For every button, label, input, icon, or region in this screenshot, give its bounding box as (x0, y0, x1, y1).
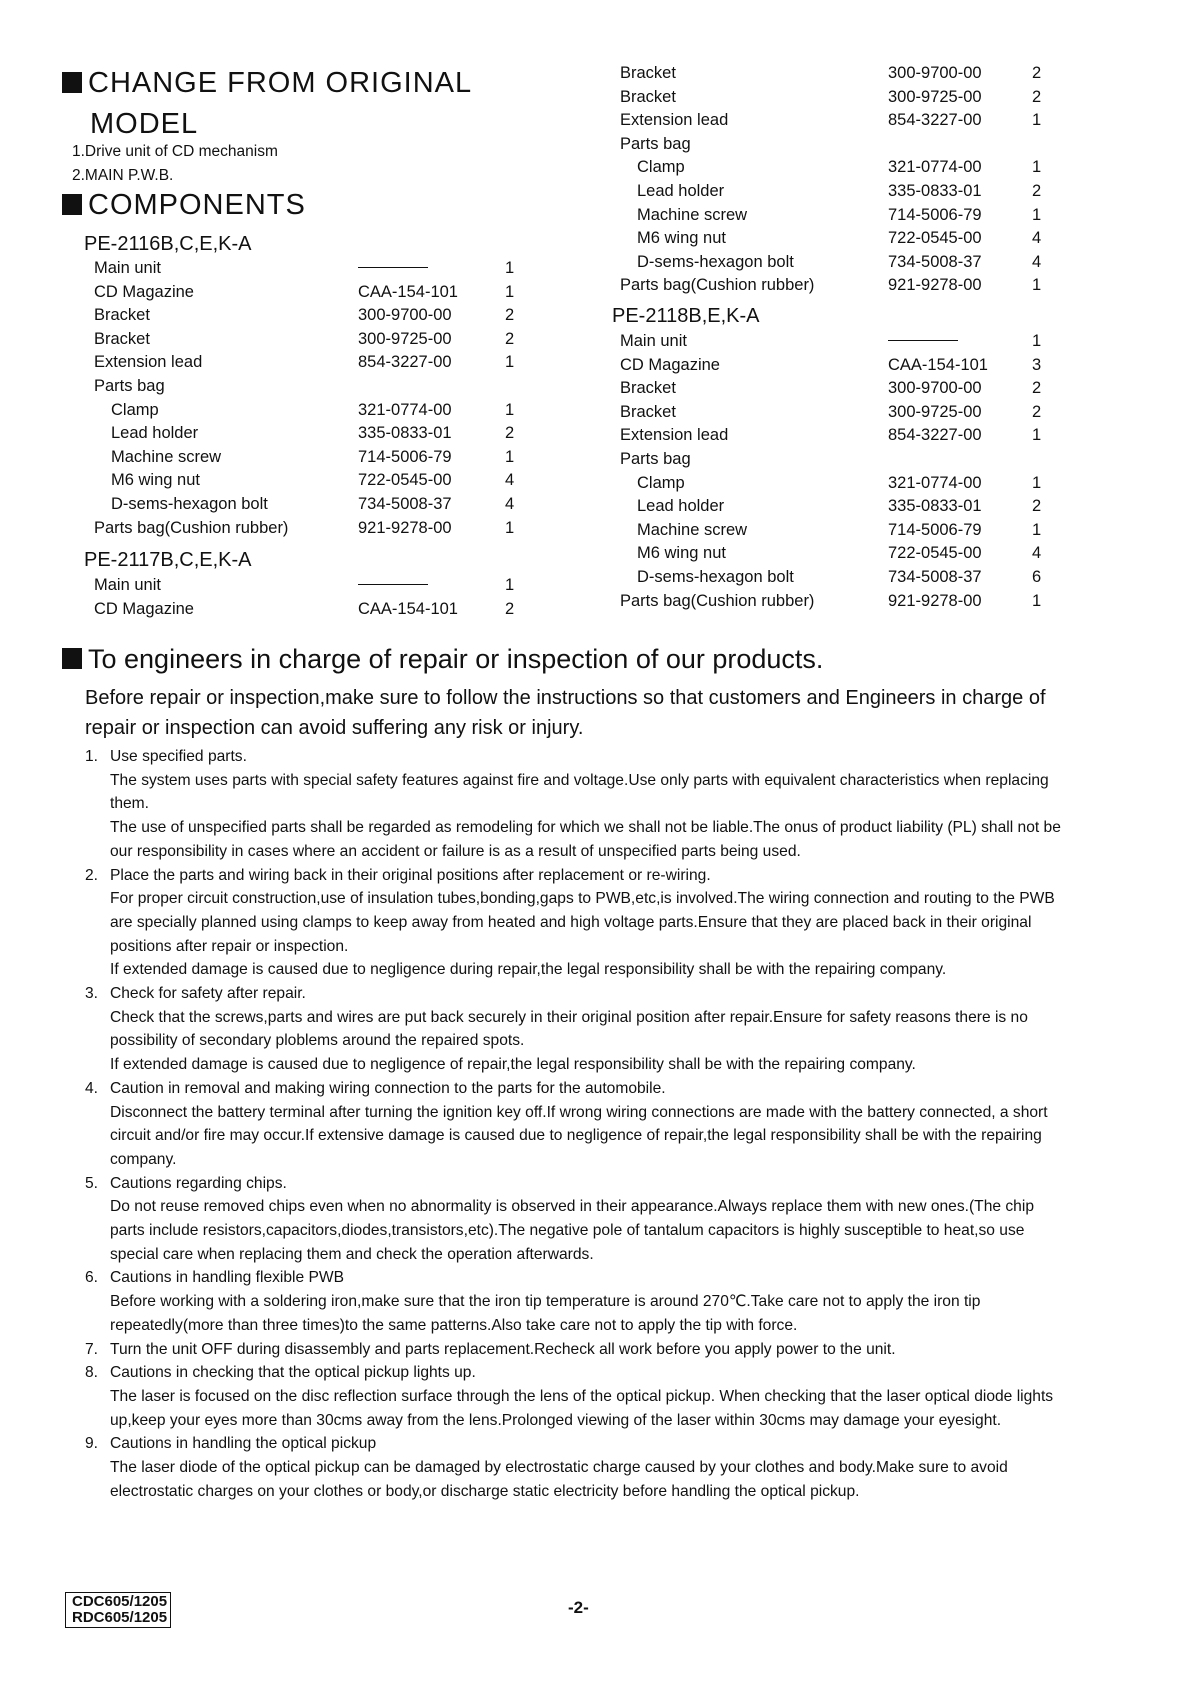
instruction-item (85, 1172, 1070, 1267)
instruction-number: 7. (85, 1340, 99, 1358)
part-row (0, 447, 1191, 474)
part-code: 300-9700-00 (888, 64, 982, 82)
part-qty: 2 (505, 329, 515, 348)
instruction-item (85, 745, 1070, 864)
instruction-item (85, 1266, 1070, 1337)
model-title: PE-2117B,C,E,K-A (84, 549, 252, 571)
part-name: Parts bag (620, 449, 691, 468)
part-name: Parts bag (620, 134, 691, 153)
dash-line (888, 340, 958, 341)
instruction-heading: Cautions in handling flexible PWB (110, 1269, 345, 1287)
part-name: Parts bag(Cushion rubber) (620, 591, 815, 610)
instruction-text: Do not reuse removed chips even when no abnormality is observed in their appearance.Always replace them with new ones.(The chip parts include resistors,capacitors,diodes,transistors,etc).The negative pole of tantalum capacitors is highly susceptible to heat,so use special care when replacing them and check the operation afterwards. (110, 1198, 1034, 1263)
part-row (0, 306, 560, 330)
model-code-box (65, 1592, 171, 1628)
part-qty: 4 (1032, 229, 1042, 248)
instructions-list (85, 745, 1070, 1504)
part-row (0, 426, 1191, 450)
instruction-item (85, 1361, 1070, 1432)
part-code: 321-0774-00 (358, 400, 452, 419)
part-row (0, 356, 1191, 380)
instruction-text: For proper circuit construction,use of insulation tubes,bonding,gaps to PWB,etc,is involved.The wiring connection and routing to the PWB are specially planned using clamps to keep away from heated and high voltage parts.Ensure that they are placed back in their original positions after repair or inspection. (110, 890, 1055, 955)
instruction-item (85, 864, 1070, 983)
part-name: Parts bag (94, 376, 165, 395)
part-qty: 1 (505, 576, 515, 594)
part-qty: 2 (1032, 497, 1042, 516)
page-number: -2- (568, 1598, 589, 1617)
part-code: 335-0833-01 (888, 497, 982, 516)
instruction-text: The system uses parts with special safety features against fire and voltage.Use only parts with equivalent characteristics when replacing them. (110, 771, 1049, 813)
part-row (0, 544, 1191, 568)
part-qty: 2 (1032, 379, 1042, 398)
part-code: 714-5006-79 (888, 205, 982, 224)
part-qty: 3 (1032, 355, 1042, 374)
part-row (0, 494, 1191, 521)
instruction-item (85, 1432, 1070, 1503)
part-row (0, 253, 1191, 277)
part-qty: 2 (505, 424, 515, 443)
part-qty: 4 (1032, 544, 1042, 563)
model-code: CDC605/1205 (72, 1593, 168, 1610)
part-code: 722-0545-00 (888, 544, 982, 563)
instruction-text: If extended damage is caused due to negligence of repair,the legal responsibility shall be with the repairing company. (110, 1056, 916, 1074)
part-name: Bracket (620, 402, 676, 421)
part-row (0, 111, 1191, 135)
part-code: 734-5008-37 (888, 567, 982, 586)
part-qty: 4 (505, 471, 515, 490)
part-row (0, 182, 1191, 206)
model-title: PE-2118B,E,K-A (612, 305, 760, 327)
part-qty: 1 (1032, 591, 1042, 610)
instruction-heading: Turn the unit OFF during disassembly and parts replacement.Recheck all work before you apply power to the unit. (110, 1340, 896, 1358)
part-qty: 2 (1032, 64, 1042, 82)
instruction-text: Before working with a soldering iron,make sure that the iron tip temperature is around 270℃.Take care not to apply the iron tip repeatedly(more than three times)to the same patterns.Also take care not to apply the tip with force. (110, 1293, 981, 1334)
part-name: M6 wing nut (637, 544, 726, 563)
instruction-number: 9. (85, 1435, 99, 1453)
part-name: Main unit (620, 332, 687, 350)
part-qty: 1 (1032, 520, 1042, 539)
part-code: 714-5006-79 (888, 520, 982, 539)
part-qty: 4 (1032, 252, 1042, 271)
instruction-item (85, 1077, 1070, 1172)
part-qty: 1 (1032, 205, 1042, 224)
instruction-number: 4. (85, 1079, 99, 1097)
part-name: Bracket (94, 329, 150, 348)
part-qty: 2 (1032, 87, 1042, 106)
part-name: CD Magazine (620, 355, 720, 374)
part-code: 714-5006-79 (358, 447, 452, 466)
instruction-heading: Check for safety after repair. (110, 985, 306, 1003)
instruction-text: The use of unspecified parts shall be regarded as remodeling for which we shall not be liable.The onus of product liability (PL) shall not be our responsibility in cases where an accident or failure is as a result of unspecified parts being used. (110, 819, 1061, 860)
part-row (0, 229, 1191, 253)
part-name: M6 wing nut (111, 471, 200, 490)
part-name: Parts bag(Cushion rubber) (620, 276, 815, 295)
part-row (0, 276, 1191, 300)
part-row (0, 474, 1191, 498)
part-code: 321-0774-00 (888, 158, 982, 177)
part-code: 300-9700-00 (358, 306, 452, 325)
part-code: 321-0774-00 (888, 473, 982, 492)
part-code: 300-9725-00 (358, 329, 452, 348)
part-qty: 1 (505, 259, 515, 277)
part-name: Lead holder (637, 181, 725, 200)
part-qty: 1 (1032, 111, 1042, 130)
part-code: CAA-154-101 (358, 282, 458, 301)
instruction-text: If extended damage is caused due to negligence during repair,the legal responsibility shall be with the repairing company. (110, 961, 947, 979)
part-code: CAA-154-101 (888, 355, 988, 374)
engineers-section-title: To engineers in charge of repair or inspection of our products. (62, 644, 823, 675)
instruction-text: The laser diode of the optical pickup can be damaged by electrostatic charge caused by your clothes and body.Make sure to avoid electrostatic charges on your clothes or body,or discharge static electricity before handling the optical pickup. (110, 1459, 1008, 1500)
part-code: 300-9725-00 (888, 402, 982, 421)
part-row (0, 158, 1191, 182)
components-section-title: COMPONENTS (62, 189, 306, 222)
part-row (0, 400, 1191, 427)
part-row (0, 206, 1191, 230)
instruction-text: Disconnect the battery terminal after turning the ignition key off.If wrong wiring connections are made with the battery connected, a short circuit and/or fire may occur.If extensive damage is caused due to negligence of repair,the legal responsibility shall be with the repairing company. (110, 1103, 1048, 1168)
part-name: Bracket (620, 379, 676, 398)
instruction-heading: Use specified parts. (110, 748, 247, 765)
part-qty: 2 (505, 306, 515, 325)
part-code: 734-5008-37 (888, 252, 982, 271)
part-qty: 1 (505, 353, 515, 372)
part-code: 722-0545-00 (888, 229, 982, 248)
instruction-text: The laser is focused on the disc reflection surface through the lens of the optical pickup. When checking that the laser optical diode lights up,keep your eyes more than 30cms away from the lens.Prolonged viewing of the laser within 30cms may damage your eyesight. (110, 1387, 1054, 1429)
part-qty: 2 (505, 599, 515, 618)
part-qty: 1 (1032, 332, 1042, 350)
change-section-title-line2: MODEL (90, 108, 199, 140)
part-row (0, 329, 1191, 356)
part-name: Machine screw (637, 205, 748, 224)
part-code: 335-0833-01 (888, 181, 982, 200)
model-title: PE-2116B,C,E,K-A (84, 233, 252, 255)
part-row (0, 88, 1191, 112)
part-code: 921-9278-00 (888, 591, 982, 610)
instruction-item (85, 1338, 1070, 1362)
part-qty: 1 (1032, 276, 1042, 295)
instruction-heading: Place the parts and wiring back in their original positions after replacement or re-wiring. (110, 866, 711, 884)
part-name: Clamp (637, 158, 685, 177)
part-code: 921-9278-00 (358, 518, 452, 537)
part-row (0, 568, 1191, 592)
part-name: Main unit (94, 259, 161, 277)
part-code: 300-9700-00 (888, 379, 982, 398)
part-code: 300-9725-00 (888, 87, 982, 106)
part-qty: 2 (1032, 402, 1042, 421)
instruction-heading: Cautions in checking that the optical pickup lights up. (110, 1364, 476, 1382)
part-name: Main unit (94, 576, 161, 594)
part-code-dash (888, 332, 958, 351)
part-name: Machine screw (111, 447, 222, 466)
part-code: 335-0833-01 (358, 424, 452, 443)
part-code: 921-9278-00 (888, 276, 982, 295)
instruction-heading: Cautions regarding chips. (110, 1174, 287, 1192)
part-code: CAA-154-101 (358, 599, 458, 618)
part-name: Extension lead (620, 426, 729, 445)
parts-list (0, 64, 1191, 300)
instruction-item (85, 982, 1070, 1077)
change-item: 2.MAIN P.W.B. (72, 167, 174, 184)
part-name: Clamp (111, 400, 159, 419)
part-code: 854-3227-00 (888, 426, 982, 445)
part-code: 722-0545-00 (358, 471, 452, 490)
instruction-number: 3. (85, 985, 99, 1003)
engineers-intro: Before repair or inspection,make sure to follow the instructions so that customers and Engineers in charge of repair or inspection can avoid suffering any risk or injury. (85, 687, 1046, 739)
change-section-title: CHANGE FROM ORIGINAL (62, 67, 472, 100)
part-name: Bracket (94, 306, 150, 325)
part-name: Machine screw (637, 520, 748, 539)
part-name: M6 wing nut (637, 229, 726, 248)
part-name: D-sems-hexagon bolt (637, 252, 794, 271)
part-name: D-sems-hexagon bolt (637, 567, 794, 586)
part-qty: 1 (505, 447, 515, 466)
part-name: CD Magazine (94, 599, 194, 618)
section-bullet-icon (62, 648, 82, 669)
part-name: Parts bag(Cushion rubber) (94, 518, 289, 537)
instruction-text: Check that the screws,parts and wires are put back securely in their original position after repair.Ensure for safety reasons there is no possibility of secondary ploblems around the repaired spots. (110, 1008, 1028, 1050)
parts-list (0, 329, 1191, 615)
instruction-heading: Caution in removal and making wiring connection to the parts for the automobile. (110, 1079, 666, 1097)
part-qty: 4 (505, 494, 515, 513)
part-name: Extension lead (94, 353, 203, 372)
change-item: 1.Drive unit of CD mechanism (72, 143, 278, 160)
part-name: D-sems-hexagon bolt (111, 494, 268, 513)
part-name: Lead holder (637, 497, 725, 516)
instruction-number: 1. (85, 748, 99, 765)
part-name: CD Magazine (94, 282, 194, 301)
part-row (0, 64, 1191, 88)
part-name: Lead holder (111, 424, 199, 443)
part-qty: 6 (1032, 567, 1042, 586)
part-qty: 1 (1032, 158, 1042, 177)
part-code: 734-5008-37 (358, 494, 452, 513)
part-row (0, 592, 1191, 616)
part-code: 854-3227-00 (888, 111, 982, 130)
part-qty: 1 (505, 400, 515, 419)
part-name: Clamp (637, 473, 685, 492)
part-code: 854-3227-00 (358, 353, 452, 372)
instruction-number: 2. (85, 866, 99, 884)
part-qty: 1 (505, 282, 515, 301)
instruction-heading: Cautions in handling the optical pickup (110, 1435, 377, 1453)
instruction-number: 5. (85, 1174, 99, 1192)
part-row (0, 135, 1191, 159)
model-code: RDC605/1205 (72, 1609, 168, 1626)
part-qty: 2 (1032, 181, 1042, 200)
instruction-number: 8. (85, 1364, 99, 1382)
part-name: Bracket (620, 87, 676, 106)
part-name: Bracket (620, 64, 676, 82)
part-row (0, 376, 1191, 403)
instruction-number: 6. (85, 1269, 99, 1287)
part-name: Extension lead (620, 111, 729, 130)
part-qty: 1 (1032, 426, 1042, 445)
part-row (0, 518, 1191, 545)
part-qty: 1 (1032, 473, 1042, 492)
part-qty: 1 (505, 518, 515, 537)
